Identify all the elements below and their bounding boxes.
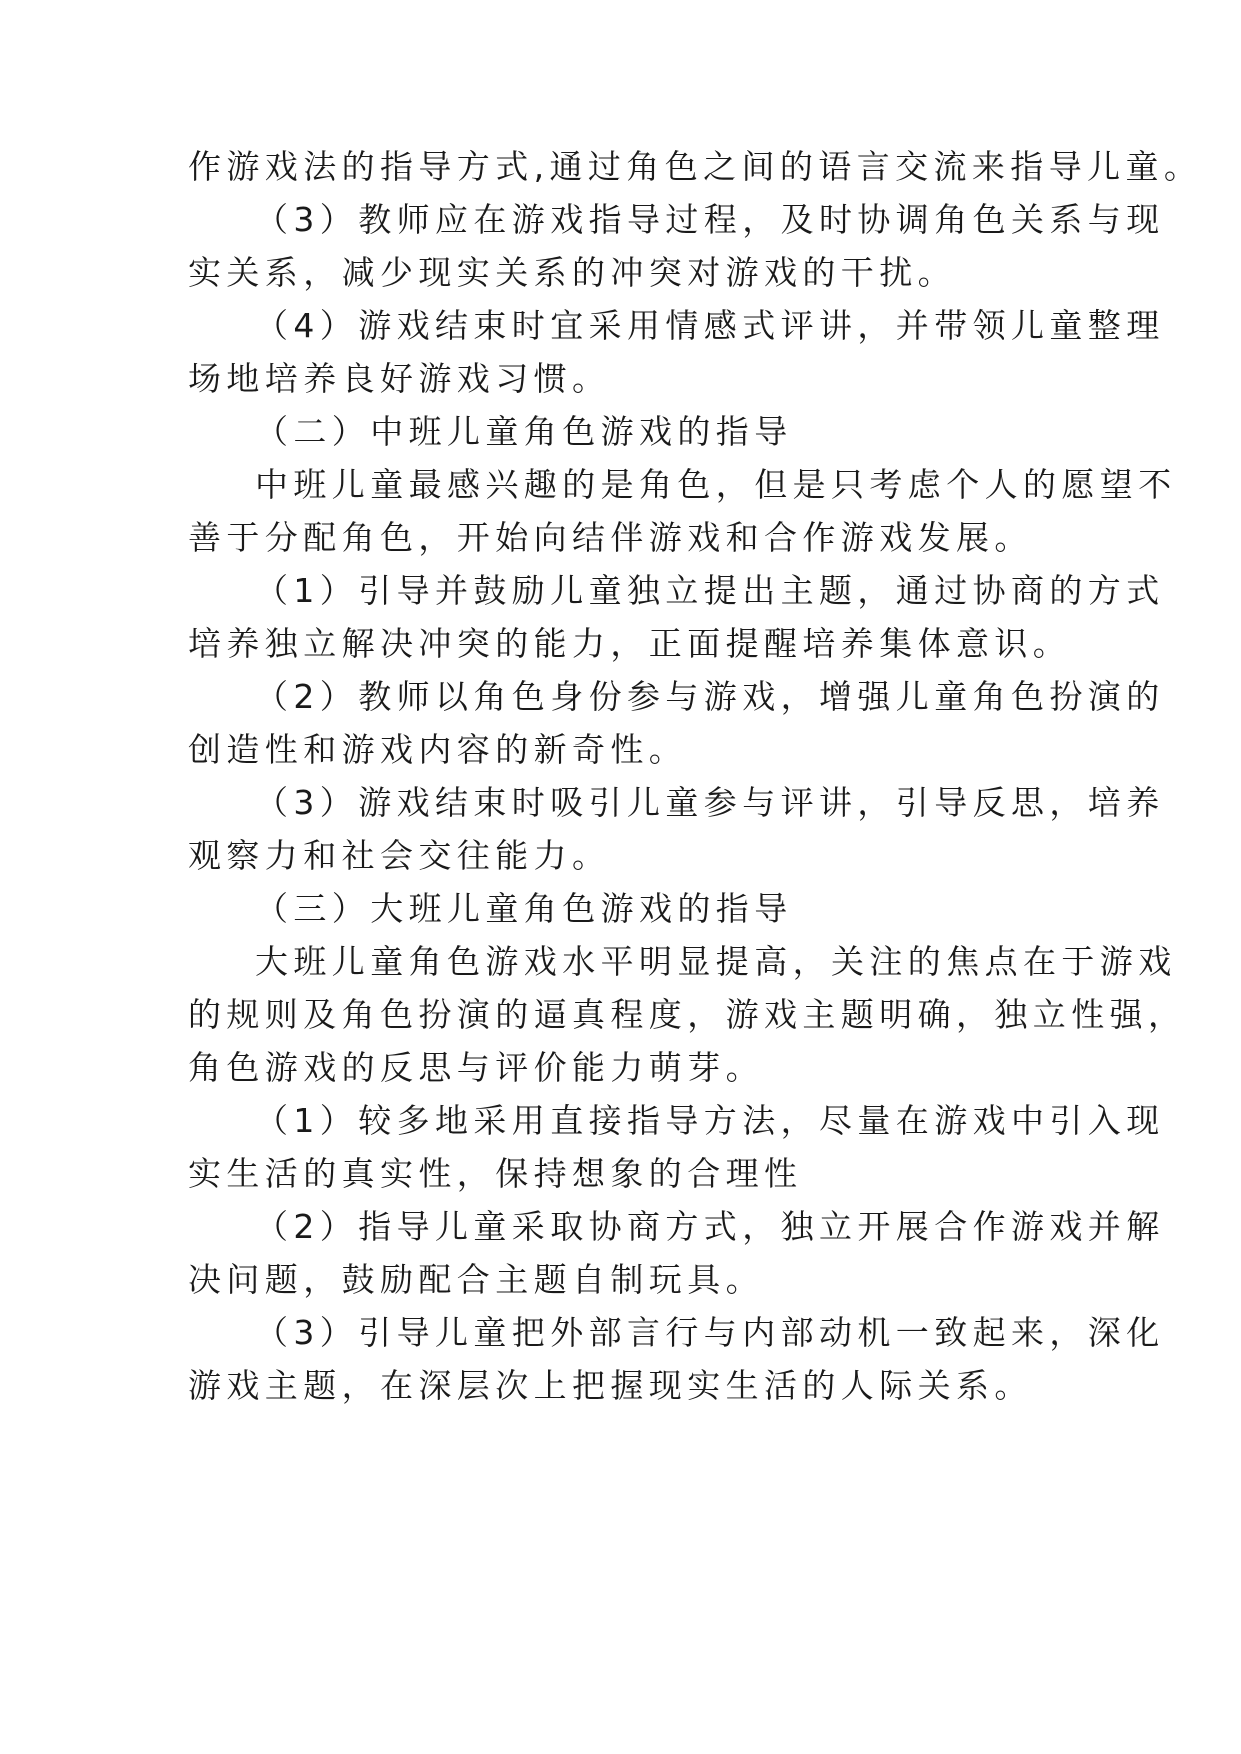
text-line: 善于分配角色，开始向结伴游戏和合作游戏发展。 — [188, 518, 1033, 557]
text-line: 中班儿童最感兴趣的是角色，但是只考虑个人的愿望不 — [255, 465, 1177, 504]
text-line: 决问题，鼓励配合主题自制玩具。 — [188, 1260, 764, 1299]
text-line: 创造性和游戏内容的新奇性。 — [188, 730, 688, 769]
text-line: （3）引导儿童把外部言行与内部动机一致起来，深化 — [255, 1313, 1165, 1352]
text-line: （4）游戏结束时宜采用情感式评讲，并带领儿童整理 — [255, 306, 1165, 345]
text-line: 角色游戏的反思与评价能力萌芽。 — [188, 1048, 764, 1087]
text-line: 培养独立解决冲突的能力，正面提醒培养集体意识。 — [188, 624, 1072, 663]
text-line: 的规则及角色扮演的逼真程度，游戏主题明确，独立性强， — [188, 995, 1187, 1034]
text-line: （2）教师以角色身份参与游戏，增强儿童角色扮演的 — [255, 677, 1165, 716]
text-line: （3）教师应在游戏指导过程，及时协调角色关系与现 — [255, 200, 1165, 239]
section-heading: （二）中班儿童角色游戏的指导 — [255, 412, 793, 451]
text-line: （1）引导并鼓励儿童独立提出主题，通过协商的方式 — [255, 571, 1165, 610]
text-line: 场地培养良好游戏习惯。 — [188, 359, 611, 398]
text-line: 实生活的真实性，保持想象的合理性 — [188, 1154, 803, 1193]
text-line: （2）指导儿童采取协商方式，独立开展合作游戏并解 — [255, 1207, 1165, 1246]
text-line: 作游戏法的指导方式,通过角色之间的语言交流来指导儿童。 — [188, 147, 1203, 186]
text-line: 游戏主题，在深层次上把握现实生活的人际关系。 — [188, 1366, 1033, 1405]
text-line: （3）游戏结束时吸引儿童参与评讲，引导反思，培养 — [255, 783, 1165, 822]
text-line: 实关系，减少现实关系的冲突对游戏的干扰。 — [188, 253, 956, 292]
text-line: 观察力和社会交往能力。 — [188, 836, 611, 875]
text-line: 大班儿童角色游戏水平明显提高，关注的焦点在于游戏 — [255, 942, 1177, 981]
section-heading: （三）大班儿童角色游戏的指导 — [255, 889, 793, 928]
text-line: （1）较多地采用直接指导方法，尽量在游戏中引入现 — [255, 1101, 1165, 1140]
